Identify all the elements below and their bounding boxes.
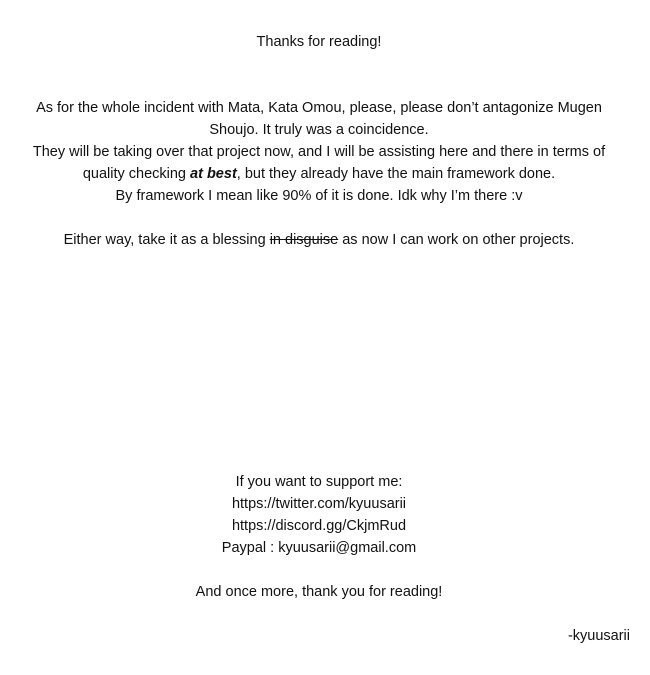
struck-in-disguise: in disguise (269, 232, 339, 248)
paragraph2-end: as now I can work on other projects. (338, 232, 575, 248)
paragraph2-start: Either way, take it as a blessing (63, 232, 270, 248)
paragraph2-line (0, 229, 638, 251)
support-twitter-link: https://twitter.com/kyuusarii (231, 496, 407, 512)
paragraph1-line4-start: quality checking (82, 166, 191, 182)
paragraph1-line4-end: , but they already have the main framework done. (236, 166, 556, 182)
paragraph1-line2: Shoujo. It truly was a coincidence. (209, 122, 429, 138)
paragraph1-line5: By framework I mean like 90% of it is done. Idk why I’m there :v (115, 188, 523, 204)
closing-thanks: And once more, thank you for reading! (195, 584, 443, 600)
paragraph1-line1: As for the whole incident with Mata, Kata Omou, please, please don’t antagonize Mugen (36, 100, 602, 116)
paragraph1-line4 (0, 163, 638, 185)
support-intro: If you want to support me: (235, 474, 403, 490)
signature: -kyuusarii (567, 628, 630, 644)
support-discord-link: https://discord.gg/CkjmRud (231, 518, 407, 534)
emphasis-at-best: at best (190, 166, 237, 182)
heading-thanks: Thanks for reading! (256, 34, 382, 50)
support-paypal: Paypal : kyuusarii@gmail.com (221, 540, 417, 556)
paragraph1-line3: They will be taking over that project now, and I will be assisting here and there in terms of (32, 144, 606, 160)
